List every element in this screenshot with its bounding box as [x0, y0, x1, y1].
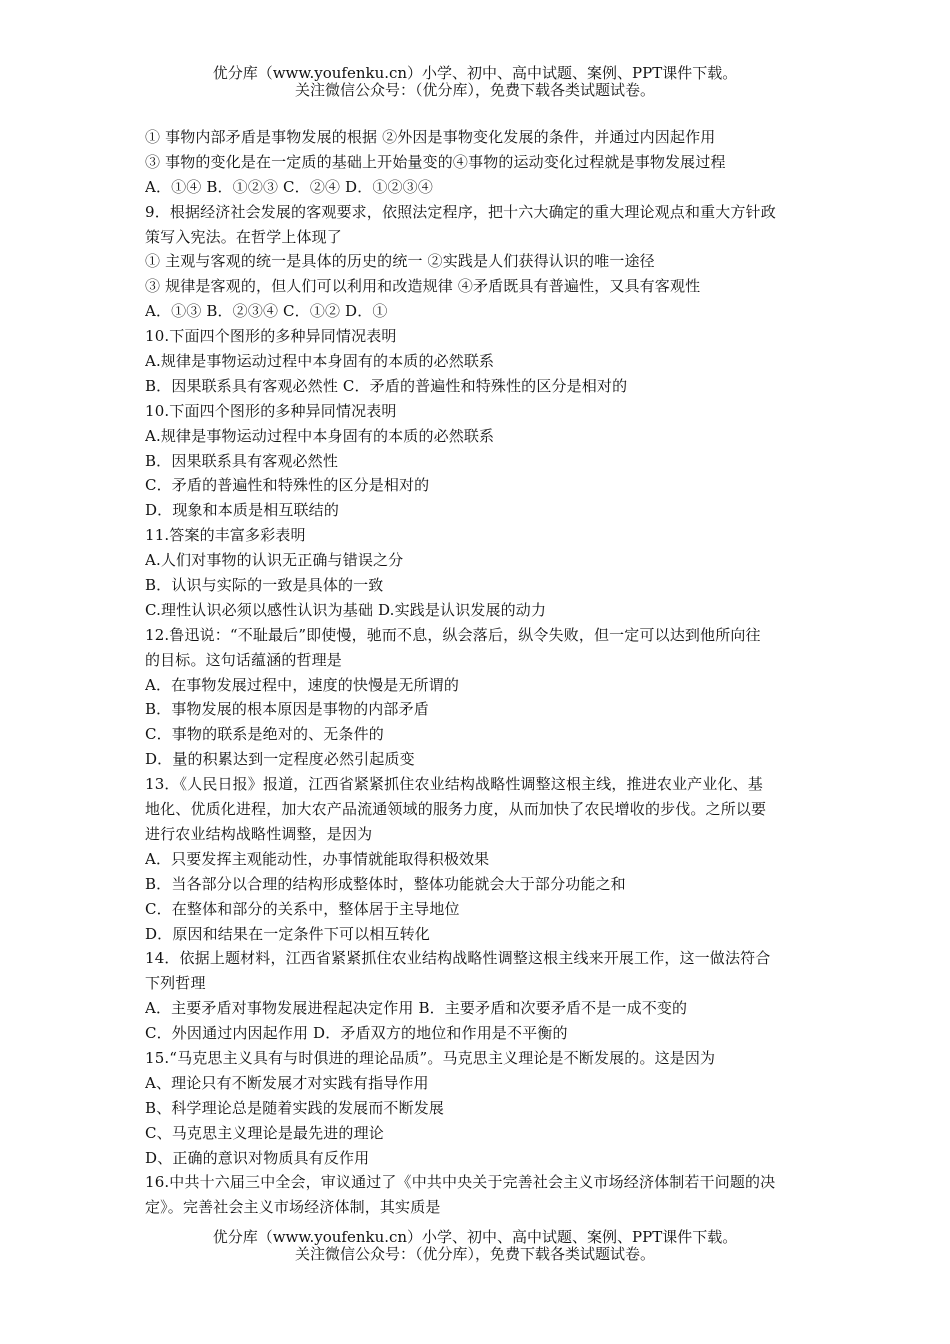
text-line: 9．根据经济社会发展的客观要求，依照法定程序，把十六大确定的重大理论观点和重大方针政	[145, 202, 776, 221]
text-line: 进行农业结构战略性调整，是因为	[145, 824, 373, 843]
text-line: D．现象和本质是相互联结的	[145, 501, 339, 520]
text-line: B、科学理论总是随着实践的发展而不断发展	[145, 1098, 445, 1117]
text-line: ① 事物内部矛盾是事物发展的根据 ②外因是事物变化发展的条件，并通过内因起作用	[145, 128, 716, 146]
text-line: 策写入宪法。在哲学上体现了	[145, 227, 342, 246]
text-line: ③ 事物的变化是在一定质的基础上开始量变的④事物的运动变化过程就是事物发展过程	[145, 152, 726, 171]
text-line: C．在整体和部分的关系中，整体居于主导地位	[145, 899, 460, 918]
text-line: B．因果联系具有客观必然性 C．矛盾的普遍性和特殊性的区分是相对的	[145, 376, 628, 395]
text-line: D．量的积累达到一定程度必然引起质变	[145, 750, 415, 769]
text-line: B．事物发展的根本原因是事物的内部矛盾	[145, 700, 429, 719]
footer-line-2: 关注微信公众号：（优分库），免费下载各类试题试卷。	[294, 1245, 655, 1263]
text-line: C．事物的联系是绝对的、无条件的	[145, 725, 384, 744]
text-line: 11.答案的丰富多彩表明	[145, 526, 306, 545]
text-line: A．主要矛盾对事物发展进程起决定作用 B．主要矛盾和次要矛盾不是一成不变的	[145, 999, 688, 1018]
text-line: D、正确的意识对物质具有反作用	[145, 1148, 370, 1167]
page-footer	[0, 1229, 950, 1263]
text-line: 的目标。这句话蕴涵的哲理是	[145, 650, 342, 669]
text-line: 15.“马克思主义具有与时俱进的理论品质”。马克思主义理论是不断发展的。这是因为	[145, 1048, 716, 1067]
text-line: A、理论只有不断发展才对实践有指导作用	[145, 1073, 429, 1092]
text-line: B．当各部分以合理的结构形成整体时，整体功能就会大于部分功能之和	[145, 874, 626, 893]
text-line: 16.中共十六届三中全会，审议通过了《中共中央关于完善社会主义市场经济体制若干问题的决	[145, 1173, 776, 1192]
text-line: A．只要发挥主观能动性，办事情就能取得积极效果	[145, 849, 490, 868]
text-line: A.人们对事物的认识无正确与错误之分	[145, 551, 404, 570]
text-line: ③ 规律是客观的，但人们可以利用和改造规律 ④矛盾既具有普遍性，又具有客观性	[145, 277, 701, 296]
text-line: C.理性认识必须以感性认识为基础 D.实践是认识发展的动力	[145, 600, 547, 619]
text-line: ① 主观与客观的统一是具体的历史的统一 ②实践是人们获得认识的唯一途径	[145, 252, 655, 271]
text-line: C．矛盾的普遍性和特殊性的区分是相对的	[145, 476, 430, 495]
text-line: 10.下面四个图形的多种异同情况表明	[145, 327, 397, 346]
text-line: 10.下面四个图形的多种异同情况表明	[145, 401, 397, 420]
text-line: A.规律是事物运动过程中本身固有的本质的必然联系	[145, 426, 495, 445]
text-line: 14．依据上题材料，江西省紧紧抓住农业结构战略性调整这根主线来开展工作，这一做法符合	[145, 949, 771, 968]
text-line: D．原因和结果在一定条件下可以相互转化	[145, 924, 430, 943]
header-line-1: 优分库（www.youfenku.cn）小学、初中、高中试题、案例、PPT课件下载。	[212, 64, 738, 82]
text-line: A．①③ B．②③④ C．①② D．①	[145, 302, 388, 321]
text-line: 13．《人民日报》报道，江西省紧紧抓住农业结构战略性调整这根主线，推进农业产业化、基	[145, 775, 763, 794]
header-line-2: 关注微信公众号：（优分库），免费下载各类试题试卷。	[294, 81, 655, 99]
text-line: C、马克思主义理论是最先进的理论	[145, 1123, 384, 1142]
text-line: 12.鲁迅说：“不耻最后”即使慢，驰而不息，纵会落后，纵令失败，但一定可以达到他所向往	[145, 625, 761, 644]
page-header	[0, 65, 950, 99]
text-line: C．外因通过内因起作用 D．矛盾双方的地位和作用是不平衡的	[145, 1024, 568, 1043]
text-line: A．在事物发展过程中，速度的快慢是无所谓的	[145, 675, 459, 694]
text-line: 定》。完善社会主义市场经济体制，其实质是	[145, 1198, 441, 1217]
document-body	[145, 125, 810, 1220]
text-line: 地化、优质化进程，加大农产品流通领域的服务力度，从而加快了农民增收的步伐。之所以要	[145, 800, 767, 819]
text-line: 下列哲理	[145, 974, 206, 993]
text-line: A.规律是事物运动过程中本身固有的本质的必然联系	[145, 352, 495, 371]
text-line: B．认识与实际的一致是具体的一致	[145, 576, 384, 595]
text-line: B．因果联系具有客观必然性	[145, 451, 338, 470]
text-line: A．①④ B．①②③ C．②④ D．①②③④	[145, 177, 433, 196]
footer-line-1: 优分库（www.youfenku.cn）小学、初中、高中试题、案例、PPT课件下载。	[212, 1228, 738, 1246]
